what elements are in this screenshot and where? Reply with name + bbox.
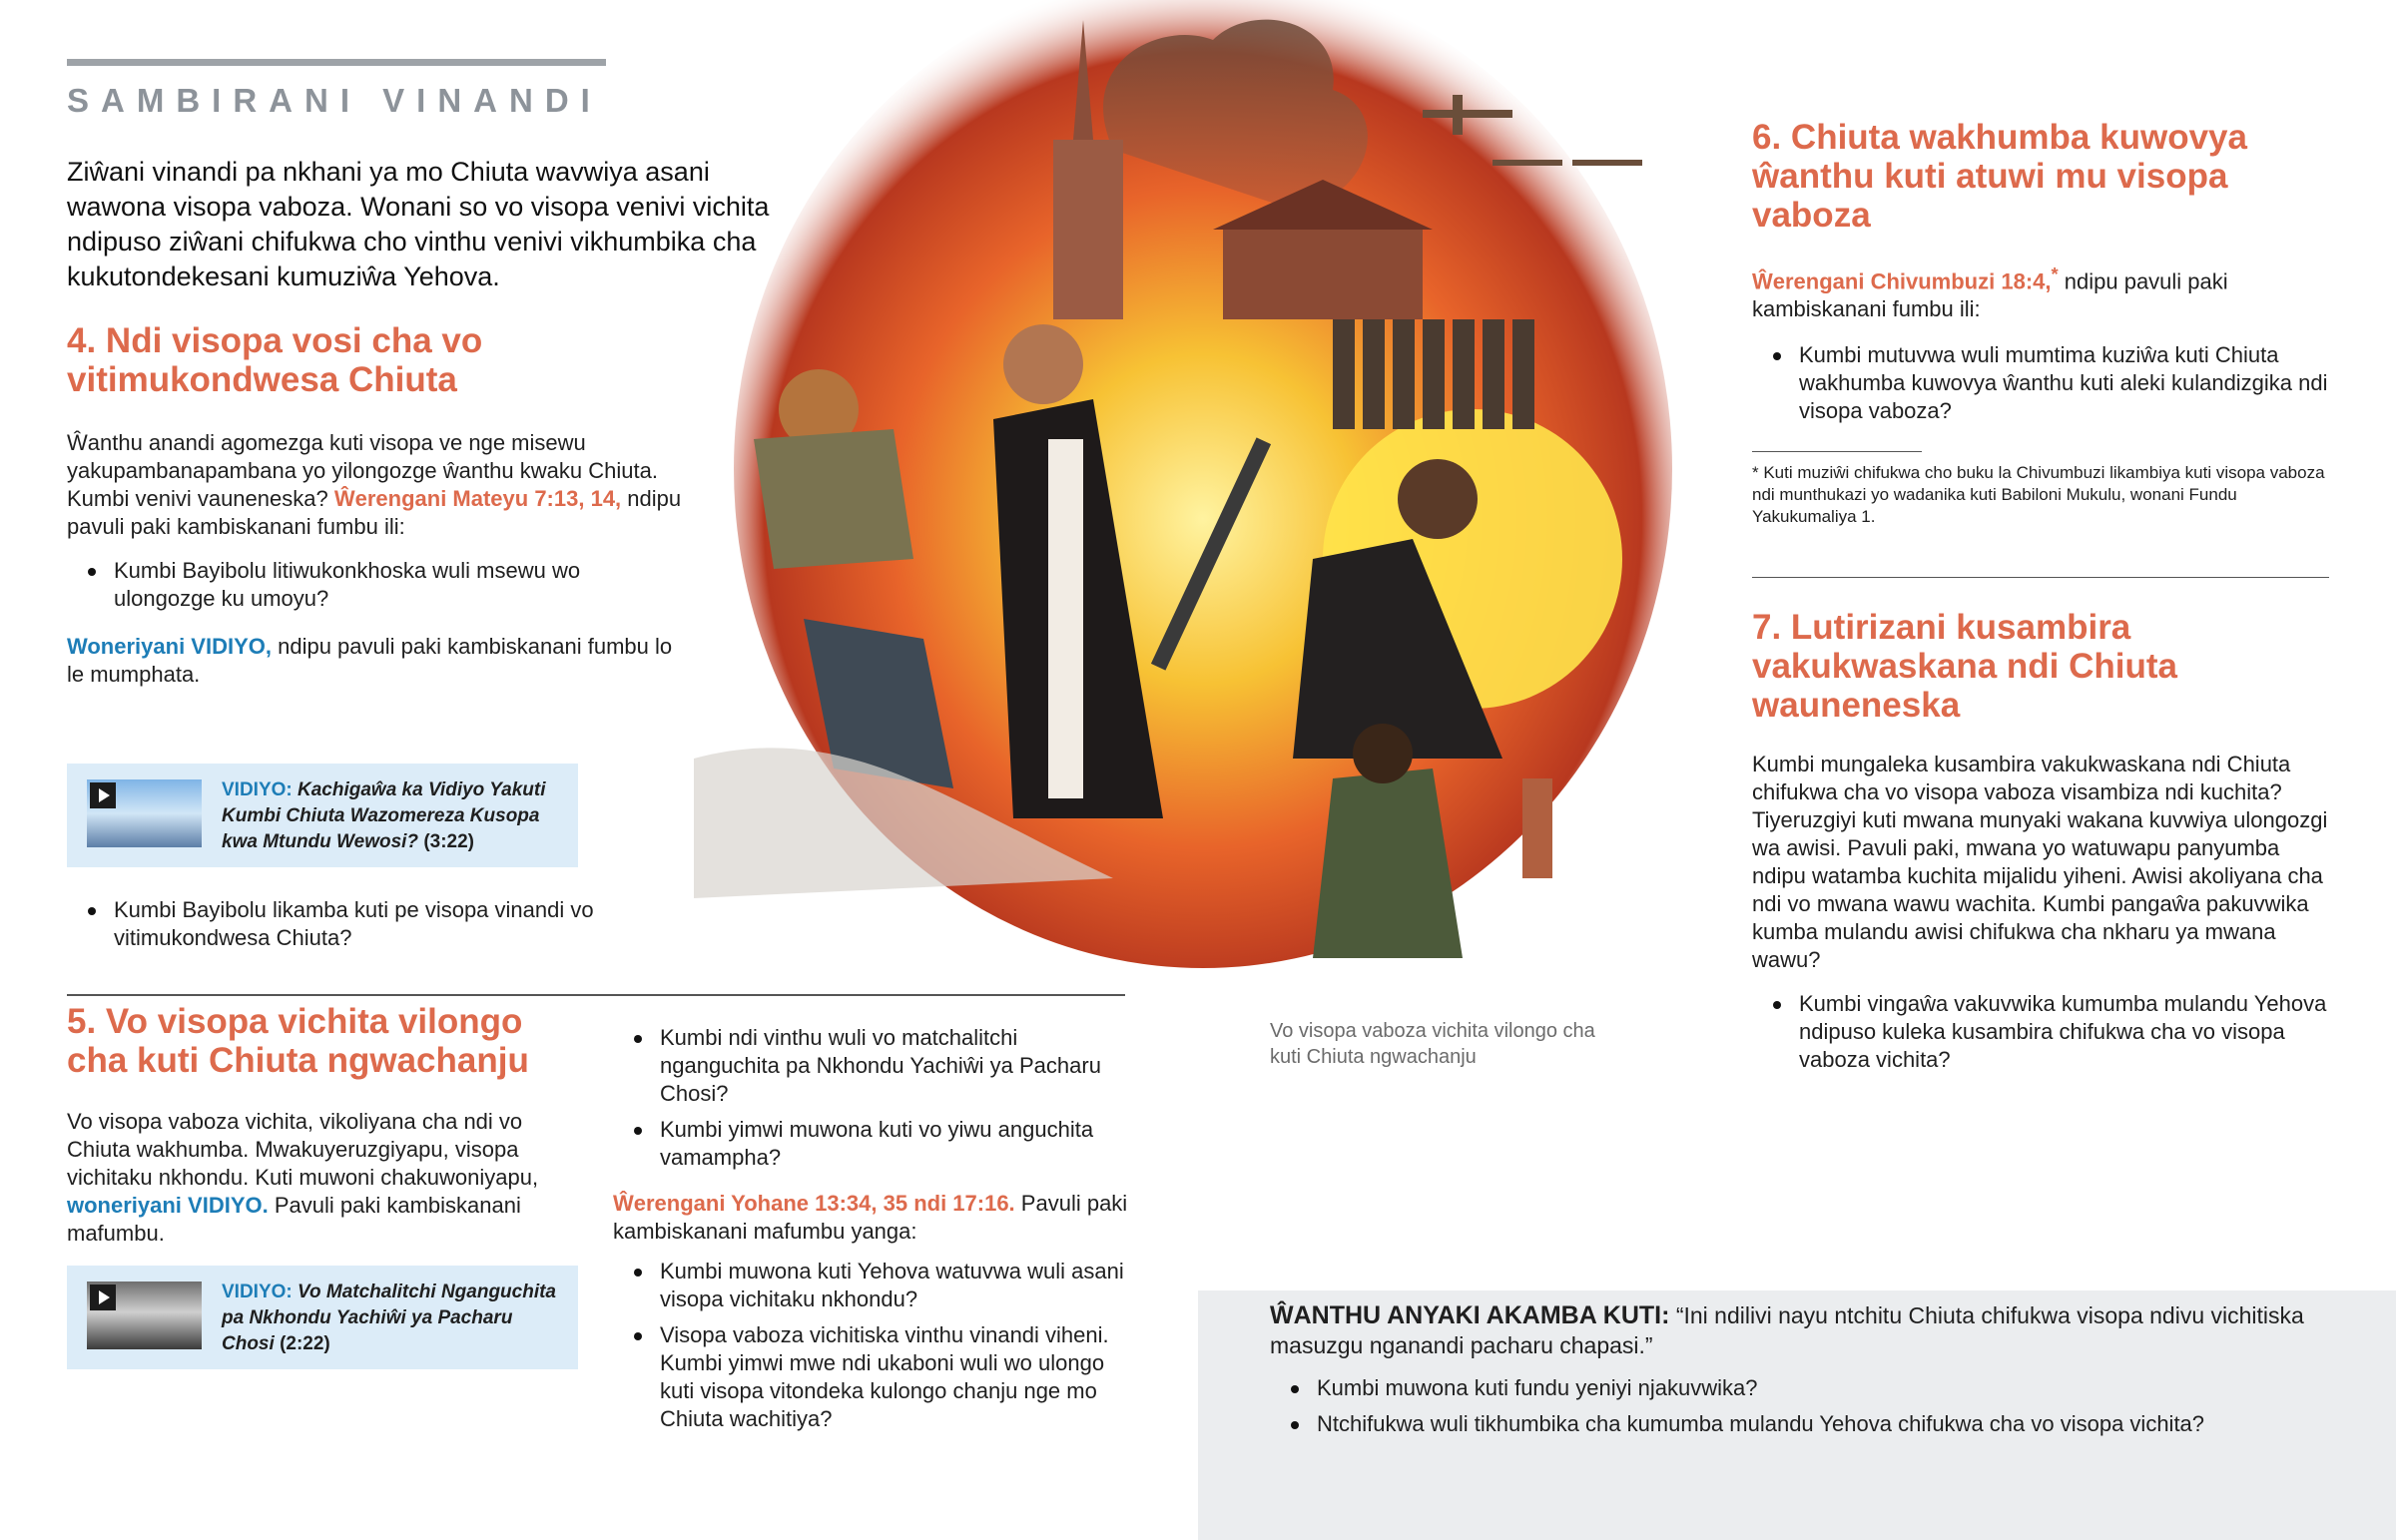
question-item: Visopa vaboza vichitiska vinthu vinandi viheni. Kumbi yimwi mwe ndi ukaboni wuli wo ulongo kuti visopa vitondeka kulongo chanju nge mo Chiuta wachitiya? — [660, 1321, 1132, 1433]
distant-fighter — [1522, 778, 1552, 878]
section-4 — [67, 321, 686, 689]
video-card[interactable] — [67, 1266, 578, 1369]
video-thumbnail[interactable] — [87, 779, 202, 847]
question-item: Kumbi muwona kuti fundu yeniyi njakuvwika? — [1317, 1374, 2348, 1402]
soldier-figure — [754, 429, 913, 569]
scripture-ref[interactable]: Ŵerengani Yohane 13:34, 35 ndi 17:16. — [613, 1191, 1015, 1216]
callout-quote: “Ini ndilivi nayu ntchitu Chiuta chifukwa visopa ndivu vichitiska masuzgu nganandi pacharu chapasi.” — [1270, 1302, 2304, 1358]
question-list — [613, 1258, 1132, 1433]
question-list — [67, 896, 656, 952]
section-5-continued — [613, 1024, 1132, 1441]
section-7-heading: 7. Lutirizani kusambira vakukwaskana ndi Chiuta wauneneska — [1752, 608, 2177, 725]
footnote-marker[interactable]: * — [2051, 263, 2059, 284]
question-list — [67, 557, 686, 613]
church-tower — [1053, 140, 1123, 319]
video-title: Kachigaŵa ka Vidiyo Yakuti Kumbi Chiuta Wazomereza Kusopa kwa Mtundu Wewosi? — [222, 779, 546, 852]
video-label: VIDIYO: — [222, 1282, 293, 1302]
question-item: Kumbi muwona kuti Yehova watuvwa wuli asani visopa vichitaku nkhondu? — [660, 1258, 1132, 1313]
question-list — [613, 1024, 1132, 1172]
question-item: Kumbi vingaŵa vakuvwika kumumba mulandu Yehova ndipuso kuleka kusambira chifukwa cha vo visopa vaboza vichita? — [1799, 990, 2331, 1074]
question-list — [1752, 990, 2331, 1074]
minister-head — [1398, 459, 1478, 539]
section-4-followup — [67, 896, 656, 960]
illustration-caption: Vo visopa vaboza vichita vilongo cha kuti Chiuta ngwachanju — [1270, 1020, 1595, 1068]
section-5-paragraph: Vo visopa vaboza vichita, vikoliyana cha ndi vo Chiuta wakhumba. Mwakuyeruzgiyapu, visopa vichitaku nkhondu. Kuti muwoni chakuwoniyapu, woneriyani VIDIYO. Pavuli paki kambiskanani mafumbu. — [67, 1109, 539, 1246]
callout-lead: ŴANTHU ANYAKI AKAMBA KUTI: — [1270, 1301, 1670, 1329]
play-icon[interactable] — [90, 782, 116, 808]
question-list — [1270, 1374, 2348, 1438]
section-5-reading: Ŵerengani Yohane 13:34, 35 ndi 17:16. Pavuli paki kambiskanani mafumbu yanga: — [613, 1191, 1128, 1244]
section-7-paragraph: Kumbi mungaleka kusambira vakukwaskana ndi Chiuta chifukwa cha vo visopa vaboza visambiza ndi kuchita? Tiyeruzgiyi kuti mwana munyaki wakana kuvwiya ulongozgi wa awisi. Pavuli paki, mwana yo watuwapu panyumba ndipu watamba kuchita mijalidu yiheni. Awisi akoliyana cha ndi vo mwana wawu wachita. Kumbi pangaŵa pakuvwika kumba mulandu awisi chifukwa cha nkharu ya mwana wawu? — [1752, 752, 2328, 972]
divider — [1752, 577, 2329, 578]
question-list — [1752, 341, 2331, 425]
priest-stole — [1048, 439, 1083, 798]
intro-paragraph: Ziŵani vinandi pa nkhani ya mo Chiuta wavwiya asani wawona visopa vaboza. Wonani so vo visopa venivi vichita ndipuso ziŵani chifukwa cho vinthu venivi vikhumbika cha kukutondekesani kumuziŵa Yehova. — [67, 157, 770, 291]
callout-paragraph — [1270, 1300, 2348, 1360]
footnote: * Kuti muziŵi chifukwa cho buku la Chivumbuzi likambiya kuti visopa vaboza ndi munthukazi yo wadanika kuti Babiloni Mukulu, wonani Fundu Yakukumaliya 1. — [1752, 463, 2325, 527]
video-title: Vo Matchalitchi Nganguchita pa Nkhondu Yachiŵi ya Pacharu Chosi — [222, 1282, 557, 1354]
video-duration: (3:22) — [423, 831, 475, 852]
video-link[interactable]: woneriyani VIDIYO. — [67, 1193, 269, 1218]
question-item: Kumbi Bayibolu litiwukonkhoska wuli msewu wo ulongozge ku umoyu? — [114, 557, 686, 613]
video-duration: (2:22) — [280, 1333, 330, 1354]
section-6-paragraph: Ŵerengani Chivumbuzi 18:4,* ndipu pavuli paki kambiskanani fumbu ili: — [1752, 263, 2228, 322]
video-thumbnail[interactable] — [87, 1282, 202, 1349]
video-label: VIDIYO: — [222, 779, 293, 800]
question-item: Kumbi Bayibolu likamba kuti pe visopa vinandi vo vitimukondwesa Chiuta? — [114, 896, 656, 952]
video-link[interactable]: Woneriyani VIDIYO, — [67, 634, 272, 659]
scripture-ref[interactable]: Ŵerengani Mateyu 7:13, 14, — [333, 486, 622, 511]
soldiers-row — [1333, 319, 1534, 429]
question-item: Kumbi yimwi muwona kuti vo yiwu anguchita vamampha? — [660, 1116, 1132, 1172]
video-card[interactable] — [67, 764, 578, 867]
temple-building — [1223, 230, 1423, 319]
fighter-head — [1353, 724, 1413, 783]
scripture-ref[interactable]: Ŵerengani Chivumbuzi 18:4, — [1752, 268, 2052, 294]
section-4-paragraph: Ŵanthu anandi agomezga kuti visopa ve nge misewu yakupambanapambana yo yilongozge ŵanthu kwaku Chiuta. Kumbi venivi vauneneska? Ŵerengani Mateyu 7:13, 14, ndipu pavuli paki kambiskanani fumbu ili: — [67, 430, 682, 539]
play-icon[interactable] — [90, 1284, 116, 1310]
priest-head — [1003, 324, 1083, 404]
section-label: SAMBIRANI VINANDI — [67, 82, 602, 119]
section-4-heading: 4. Ndi visopa vosi cha vo vitimukondwesa Chiuta — [67, 321, 483, 399]
section-7 — [1752, 608, 2331, 1082]
section-5 — [67, 1002, 586, 1248]
section-5-heading: 5. Vo visopa vichita vilongo cha kuti Chiuta ngwachanju — [67, 1002, 529, 1080]
question-item: Ntchifukwa wuli tikhumbika cha kumumba mulandu Yehova chifukwa cha vo visopa vichita? — [1317, 1410, 2348, 1438]
illustration — [694, 0, 1727, 998]
section-6-heading: 6. Chiuta wakhumba kuwovya ŵanthu kuti atuwi mu visopa vaboza — [1752, 118, 2247, 235]
watch-video-paragraph: Woneriyani VIDIYO, ndipu pavuli paki kambiskanani fumbu lo le mumphata. — [67, 634, 673, 687]
question-item: Kumbi ndi vinthu wuli vo matchalitchi nganguchita pa Nkhondu Yachiŵi ya Pacharu Chosi? — [660, 1024, 1132, 1108]
section-6 — [1752, 118, 2331, 528]
question-item: Kumbi mutuvwa wuli mumtima kuziŵa kuti Chiuta wakhumba kuwovya ŵanthu kuti aleki kulandizgika ndi visopa vaboza? — [1799, 341, 2331, 425]
callout-box — [1198, 1290, 2396, 1540]
header-rule — [67, 59, 606, 66]
footnote-rule — [1752, 451, 1922, 452]
